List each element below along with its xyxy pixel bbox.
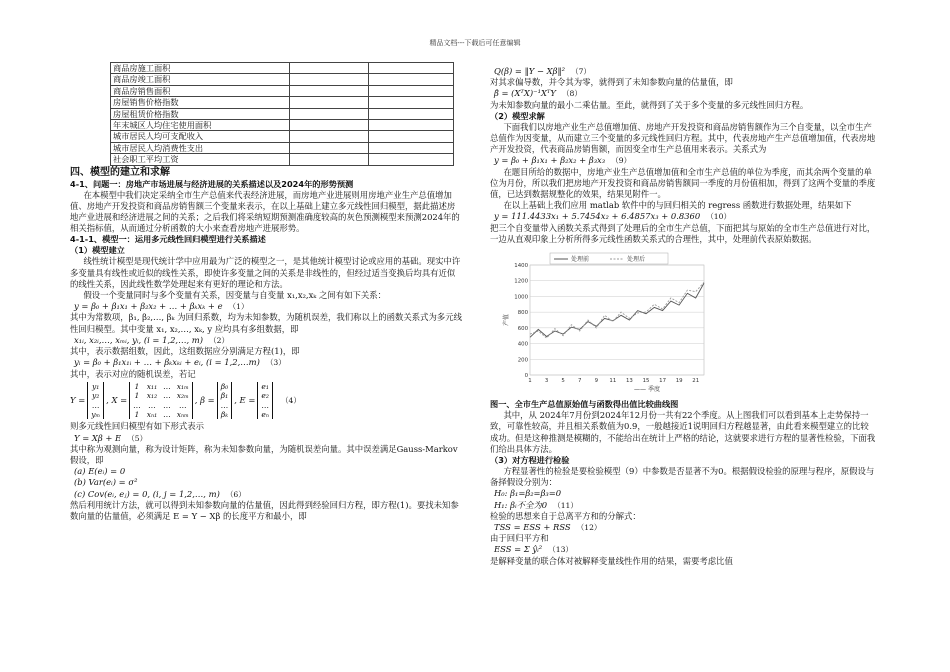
hypothesis-h1: H₁: βᵢ不全为0 （11） xyxy=(494,499,578,510)
table-cell-variable: 城市居民人均可支配收入 xyxy=(111,131,290,142)
table-cell-empty xyxy=(290,97,369,108)
x-tick-label: 13 xyxy=(625,378,633,385)
table-cell-empty xyxy=(369,142,454,153)
table-cell-empty xyxy=(369,108,454,119)
paragraph-decomposition: 检验的思想来自于总离平方和的分解式： xyxy=(490,510,641,521)
table-row xyxy=(111,85,454,96)
paragraph-intro: 在本模型中我们决定采纳全市生产总值来代表经济进展，而房地产业进展则用房地产业生产总值增加值、房地产开发投资和商品房销售额三个变量来表示，在以上基础上建立多元线性回归模型，据此描述房地产业进展和经济进展之间的关系；之后我们将采纳短期预测准确度较高的灰色预测模型来预测2024年的相关指标值，从而通过分析函数的大小来查看房地产进展形势。 xyxy=(70,189,460,234)
gdp-comparison-chart xyxy=(500,249,710,397)
y-tick-label: 0 xyxy=(524,373,528,380)
table-cell-variable: 商品房销售面积 xyxy=(111,85,290,96)
y-tick-label: 800 xyxy=(517,310,528,317)
paragraph-variables: 下面我们以房地产业生产总值增加值、房地产开发投资和商品房销售额作为三个自变量，以全市生产总值作为因变量，从而建立三个变量的多元线性回归方程。其中，代表房地产生产总值增加值，代表房地产开发投资，代表商品房销售额，而因变全市生产总值用来表示。关系式为 xyxy=(490,121,876,155)
equation-1: y = β₀ + β₁x₁ + β₂x₂ + … + βₖxₖ + e （1） xyxy=(74,301,249,312)
variables-table xyxy=(110,62,454,166)
table-cell-variable: 商品房施工面积 xyxy=(111,63,290,74)
table-cell-variable: 社会职工平均工资 xyxy=(111,154,290,165)
heading-question-1: 4-1、问题一：房地产市场进展与经济进展的关系描述以及2024年的形势预测 xyxy=(70,178,354,189)
section-heading-model: 四、模型的建立和求解 xyxy=(70,166,170,178)
legend-label: 处理前 xyxy=(571,256,590,264)
assumption-c: (c) Cov(eᵢ, eⱼ) = 0, (i, j = 1,2,…, m) （6） xyxy=(74,488,246,499)
equation-2: x₁ᵢ, x₂ᵢ,…, xₘᵢ, yᵢ, (i = 1,2,…, m) （2） xyxy=(74,334,230,345)
x-tick-label: 3 xyxy=(544,378,549,385)
table-cell-empty xyxy=(369,154,454,165)
paragraph-linear-model: 线性统计模型是现代统计学中应用最为广泛的模型之一，是其他统计模型讨论或应用的基础。现实中许多变量具有线性或近似的线性关系，即使许多变量之间的关系是非线性的，但经过适当变换后均具有近似的线性关系，因此线性数学处理起来有更好的理论和方法。 xyxy=(70,256,461,289)
paragraph-coefficients: 其中为常数项，β₁, β₂,…, βₖ 为回归系数，均为未知参数，为随机误差，我们称以上的函数关系式为多元线性回归模型。其中变量 x₁, x₂,…, xₖ, y 应均具有多组数据，即 xyxy=(70,312,463,334)
table-row xyxy=(111,131,454,142)
table-row xyxy=(111,154,454,165)
table-cell-empty xyxy=(369,85,454,96)
table-cell-variable: 房屋租赁价格指数 xyxy=(111,108,290,119)
paragraph-matlab: 在以上基础上我们应用 matlab 软件中的与回归相关的 regress 函数进行数据处理，结果如下 xyxy=(503,200,852,211)
table-cell-variable: 城市居民人均消费性支出 xyxy=(111,142,290,153)
y-tick-label: 400 xyxy=(517,341,528,348)
paragraph-regression-ss: 由于回归平方和 xyxy=(490,533,549,544)
x-tick-label: 7 xyxy=(577,378,582,385)
table-cell-empty xyxy=(290,85,369,96)
equation-5: Y = Xβ + E （5） xyxy=(74,432,148,443)
assumption-b: (b) Var(eᵢ) = σ² xyxy=(74,477,138,488)
table-cell-empty xyxy=(369,120,454,131)
paragraph-errors: 其中，表示对应的随机误差，若记 xyxy=(70,368,196,379)
x-axis-label: —— 季度 xyxy=(634,386,660,394)
heading-model-1: 4-1-1、模型一：运用多元线性回归模型进行关系描述 xyxy=(70,234,266,245)
table-cell-empty xyxy=(290,154,369,165)
paragraph-matrix-form: 则多元线性回归模型有如下形式表示 xyxy=(70,421,204,432)
table-cell-empty xyxy=(290,74,369,85)
table-cell-empty xyxy=(290,131,369,142)
table-cell-variable: 房屋销售价格指数 xyxy=(111,97,290,108)
heading-significance-test: （3）对方程进行检验 xyxy=(490,455,570,466)
x-tick-label: 5 xyxy=(561,378,565,385)
hypothesis-h0: H₀: β₁=β₂=β₃=0 xyxy=(494,488,562,499)
plot-area xyxy=(530,265,704,375)
heading-model-solve: （2）模型求解 xyxy=(490,110,545,121)
equation-8: β̂ = (XᵀX)⁻¹XᵀY （8） xyxy=(494,88,582,99)
table-row xyxy=(111,120,454,131)
y-axis-label: 产值 xyxy=(503,314,510,327)
y-tick-label: 1000 xyxy=(514,294,528,301)
paragraph-derivative: 对其求偏导数，并令其为零，就得到了未知参数向量的估量值，即 xyxy=(490,77,733,88)
page-header: 精品文档---下载后可任意编辑 xyxy=(429,39,521,47)
table-row xyxy=(111,97,454,108)
x-tick-label: 19 xyxy=(675,378,683,385)
equation-13: ESS = Σ ŷᵢ² （13） xyxy=(494,544,573,555)
heading-model-build: （1）模型建立 xyxy=(70,245,125,256)
table-row xyxy=(111,108,454,119)
paragraph-assumption: 假设一个变量同时与多个变量有关系，因变量与自变量 x₁,x₂,xₖ 之间有如下关系： xyxy=(83,290,387,301)
y-tick-label: 1200 xyxy=(514,278,528,285)
left-column xyxy=(70,62,462,522)
table-cell-empty xyxy=(369,63,454,74)
x-tick-label: 21 xyxy=(692,378,700,385)
table-cell-empty xyxy=(290,63,369,74)
table-cell-empty xyxy=(290,120,369,131)
paragraph-quarterly-data: 在题目所给的数据中，房地产业生产总值增加值和全市生产总值的单位为季度，而其余两个变量的单位为月份，所以我们把房地产开发投资和商品房销售额同一季度的月份值相加，得到了这两个变量的季度值，已达到数据规整化的效果，结果见附件一。 xyxy=(490,166,876,200)
x-tick-label: 9 xyxy=(594,378,599,385)
paragraph-hypothesis: 方程显著性的检验是要检验模型（9）中参数是否显著不为0。根据假设检验的原理与程序，原假设与备择假设分别为： xyxy=(490,466,875,488)
table-cell-empty xyxy=(369,131,454,142)
equation-12: TSS = ESS + RSS （12） xyxy=(494,522,602,533)
table-cell-empty xyxy=(369,74,454,85)
paragraph-data-groups: 其中，表示数据组数，因此，这组数据应分别满足方程(1)，即 xyxy=(70,346,300,357)
table-cell-empty xyxy=(290,142,369,153)
table-row xyxy=(111,142,454,153)
table-row xyxy=(111,74,454,85)
paragraph-comparison: 把三个自变量带入函数关系式得到了处理后的全市生产总值，下面把其与原始的全市生产总值进行对比，一边从直观印象上分析所得多元线性函数关系式的合理性，其中，处理前代表原始数据。 xyxy=(490,222,876,244)
assumption-a: (a) E(eᵢ) = 0 xyxy=(74,466,126,477)
paragraph-gauss-markov: 其中称为观测向量，称为设计矩阵，称为未知参数向量，为随机误差向量。其中误差满足Gauss-Markov 假设，即 xyxy=(70,443,458,465)
paragraph-trend: 其中，从 2024年7月份到2024年12月份一共有22个季度。从上图我们可以看到基本上走势保持一致，可靠性较高，并且相关系数值为0.9，一般越接近1说明回归方程越显著，由此看来模型建立的比较成功。但是这种推测是模糊的，不能给出在统计上严格的结论，这就要求进行方程的显著性检验，下面我们给出具体方法。 xyxy=(490,410,876,454)
x-tick-label: 1 xyxy=(528,378,532,385)
legend-label: 处理后 xyxy=(627,256,646,264)
x-tick-label: 17 xyxy=(659,378,667,385)
equation-10: y = 111.4433x₁ + 5.7454x₂ + 6.4857x₃ + 0.8360 （10） xyxy=(494,211,732,222)
table-cell-variable: 商品房竣工面积 xyxy=(111,74,290,85)
paragraph-least-squares: 为未知参数向量的最小二乘估量。至此，就得到了关于多个变量的多元线性回归方程。 xyxy=(490,99,809,110)
equation-7: Q(β) = ‖Y − Xβ‖² （7） xyxy=(494,66,592,76)
y-tick-label: 600 xyxy=(517,325,528,332)
table-cell-empty xyxy=(369,97,454,108)
figure-caption: 图一、全市生产总值原始值与函数得出值比较曲线图 xyxy=(490,399,679,410)
paragraph-explained: 是解释变量的联合体对被解释变量线性作用的结果，需要考虑比值 xyxy=(490,555,733,566)
table-cell-variable: 年末城区人均住宅使用面积 xyxy=(111,120,290,131)
equation-4-matrices: Y = y₁ y₂ … yₘ , X = 1 x₁₁ … x₁ₘ 1 x₁₂ … x₂ₘ … … … … 1 xₙ₁ … xₙₘ , β = β₀ β₁ … βₖ , E = e₁ e₂ … eₙ （4） xyxy=(70,381,301,419)
x-tick-label: 11 xyxy=(609,378,617,385)
table-row xyxy=(111,63,454,74)
right-column xyxy=(490,66,876,567)
y-tick-label: 200 xyxy=(517,357,528,364)
equation-9: y = β₀ + β₁x₁ + β₂x₂ + β₃x₃ （9） xyxy=(494,155,632,166)
equation-3: yᵢ = β₀ + β₁x₁ᵢ + … + βₖxₖᵢ + eᵢ, (i = 1,2,…m) （3） xyxy=(74,357,286,368)
x-tick-label: 15 xyxy=(642,378,650,385)
y-tick-label: 1400 xyxy=(514,263,528,270)
paragraph-estimation: 然后利用统计方法，就可以得到未知参数向量的估量值，因此得到经验回归方程，即方程(1)。要找未知参数向量的估量值，必须满足 E = Y − Xβ 的长度平方和最小，即 xyxy=(70,499,459,521)
chart-svg xyxy=(500,249,710,397)
table-cell-empty xyxy=(290,108,369,119)
